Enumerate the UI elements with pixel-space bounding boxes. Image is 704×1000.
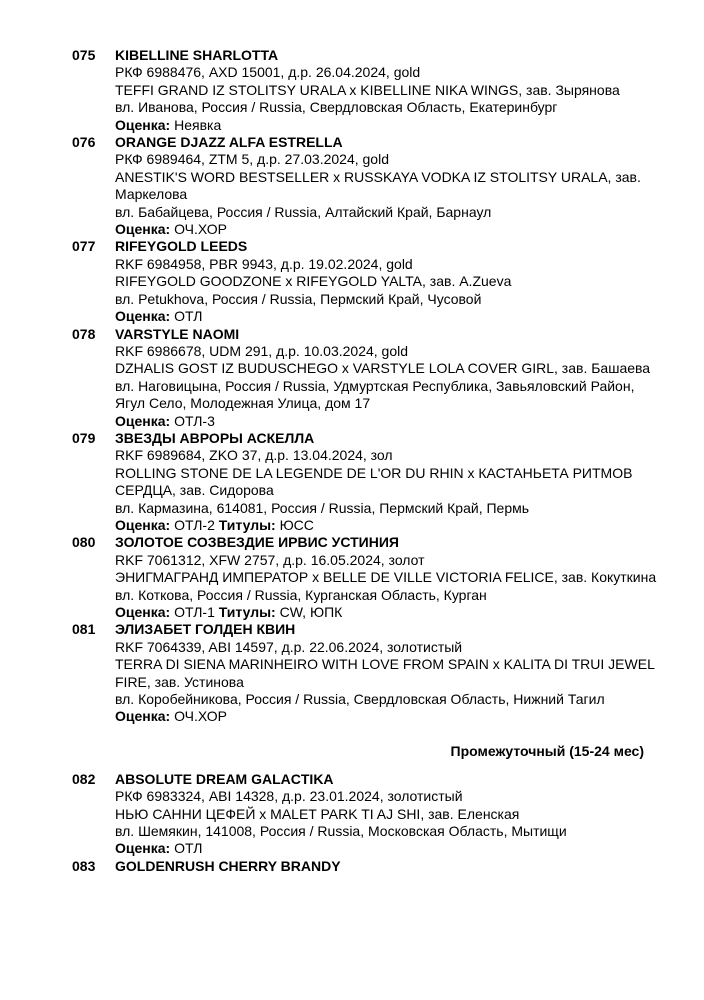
titles-label: Титулы:: [218, 604, 276, 620]
registration-info: RKF 7061312, XFW 2757, д.р. 16.05.2024, золот: [115, 551, 425, 568]
dog-name: KIBELLINE SHARLOTTA: [115, 47, 279, 63]
entry-number: 077: [72, 238, 96, 255]
rating-label: Оценка:: [115, 840, 171, 857]
catalog-page: [0, 47, 704, 875]
rating-line: [115, 708, 664, 725]
rating-line: [115, 117, 664, 134]
entry-number: 075: [72, 47, 96, 63]
catalog-entry: [0, 134, 704, 238]
rating-value: ОТЛ: [174, 308, 203, 325]
rating-line: [115, 840, 664, 857]
owner-info: вл. Бабайцева, Россия / Russia, Алтайский Край, Барнаул: [115, 203, 492, 220]
titles-value: ЮСС: [279, 516, 314, 533]
pedigree-breeder: ЭНИГМАГРАНД ИМПЕРАТОР x BELLE DE VILLE VICTORIA FELICE, зав. Кокуткина: [115, 569, 657, 586]
catalog-entry: [0, 430, 704, 534]
entry-number: 076: [72, 134, 96, 151]
pedigree-breeder: TERRA DI SIENA MARINHEIRO WITH LOVE FROM SPAIN x KALITA DI TRUI JEWEL FIRE, зав. Устинова: [115, 656, 655, 690]
rating-label: Оценка:: [115, 604, 171, 620]
registration-info: РКФ 6988476, AXD 15001, д.р. 26.04.2024, gold: [115, 64, 421, 81]
rating-value: ОТЛ-2: [174, 516, 215, 533]
dog-name: ЭЛИЗАБЕТ ГОЛДЕН КВИН: [115, 621, 296, 638]
dog-name: ORANGE DJAZZ ALFA ESTRELLA: [115, 134, 343, 151]
titles-value: CW, ЮПК: [279, 604, 343, 620]
pedigree-breeder: ROLLING STONE DE LA LEGENDE DE L'OR DU RHIN x КАСТАНЬЕТА РИТМОВ СЕРДЦА, зав. Сидорова: [115, 464, 633, 499]
registration-info: РКФ 6989464, ZTM 5, д.р. 27.03.2024, gold: [115, 151, 389, 168]
titles-label: Титулы:: [218, 516, 276, 533]
pedigree-breeder: НЬЮ САННИ ЦЕФЕЙ x MALET PARK TI AJ SHI, зав. Еленская: [115, 805, 520, 822]
dog-name: ЗОЛОТОЕ СОЗВЕЗДИЕ ИРВИС УСТИНИЯ: [115, 534, 399, 551]
dog-name: ABSOLUTE DREAM GALACTIKA: [115, 770, 334, 787]
rating-line: [115, 221, 664, 238]
rating-label: Оценка:: [115, 412, 171, 429]
catalog-entry: [0, 858, 704, 875]
entry-number: 079: [72, 429, 96, 446]
owner-info: вл. Шемякин, 141008, Россия / Russia, Московская Область, Мытищи: [115, 823, 567, 840]
rating-line: [115, 413, 664, 430]
dog-name: RIFEYGOLD LEEDS: [115, 238, 248, 255]
dog-name: ЗВЕЗДЫ АВРОРЫ АСКЕЛЛА: [115, 429, 315, 446]
registration-info: RKF 6984958, PBR 9943, д.р. 19.02.2024, gold: [115, 255, 413, 272]
pedigree-breeder: TEFFI GRAND IZ STOLITSY URALA x KIBELLINE NIKA WINGS, зав. Зырянова: [115, 81, 620, 98]
rating-line: [115, 517, 664, 534]
catalog-entry: [0, 771, 704, 858]
rating-value: ОЧ.ХОР: [174, 221, 227, 238]
class-section-heading: Промежуточный (15-24 мес): [450, 742, 644, 759]
pedigree-breeder: RIFEYGOLD GOODZONE x RIFEYGOLD YALTA, зав. A.Zueva: [115, 273, 512, 290]
entry-number: 083: [72, 857, 96, 874]
owner-info: вл. Коробейникова, Россия / Russia, Свердловская Область, Нижний Тагил: [115, 691, 605, 708]
pedigree-breeder: DZHALIS GOST IZ BUDUSCHEGO x VARSTYLE LOLA COVER GIRL, зав. Башаева: [115, 360, 651, 377]
rating-value: ОТЛ-1: [174, 604, 215, 620]
catalog-entry: [0, 238, 704, 325]
catalog-entry: [0, 534, 704, 621]
entry-number: 078: [72, 325, 96, 342]
rating-line: [115, 604, 664, 621]
rating-label: Оценка:: [115, 116, 171, 133]
rating-label: Оценка:: [115, 708, 171, 725]
owner-info: вл. Коткова, Россия / Russia, Курганская Область, Курган: [115, 586, 487, 603]
rating-label: Оценка:: [115, 221, 171, 238]
rating-label: Оценка:: [115, 516, 171, 533]
catalog-entry: [0, 621, 704, 725]
registration-info: RKF 6986678, UDM 291, д.р. 10.03.2024, gold: [115, 342, 409, 359]
rating-line: [115, 308, 664, 325]
catalog-entry: [0, 326, 704, 430]
rating-label: Оценка:: [115, 308, 171, 325]
rating-value: ОТЛ: [174, 840, 203, 857]
entry-number: 081: [72, 621, 96, 638]
dog-name: GOLDENRUSH CHERRY BRANDY: [115, 857, 341, 874]
entry-number: 080: [72, 534, 96, 551]
pedigree-breeder: ANESTIK'S WORD BESTSELLER x RUSSKAYA VODKA IZ STOLITSY URALA, зав. Маркелова: [115, 168, 641, 203]
dog-name: VARSTYLE NAOMI: [115, 325, 240, 342]
registration-info: RKF 6989684, ZKO 37, д.р. 13.04.2024, зол: [115, 447, 393, 464]
registration-info: RKF 7064339, ABI 14597, д.р. 22.06.2024, золотистый: [115, 638, 463, 655]
owner-info: вл. Иванова, Россия / Russia, Свердловская Область, Екатеринбург: [115, 99, 558, 116]
owner-info: вл. Petukhova, Россия / Russia, Пермский Край, Чусовой: [115, 290, 482, 307]
rating-value: Неявка: [174, 116, 222, 133]
entry-number: 082: [72, 770, 96, 787]
owner-info: вл. Наговицына, Россия / Russia, Удмуртская Республика, Завьяловский Район, Ягул Село, Молодежная Улица, дом 17: [115, 377, 635, 412]
catalog-entry: [0, 47, 704, 134]
rating-value: ОТЛ-3: [174, 412, 215, 429]
rating-value: ОЧ.ХОР: [174, 708, 227, 725]
registration-info: РКФ 6983324, ABI 14328, д.р. 23.01.2024, золотистый: [115, 788, 463, 805]
owner-info: вл. Кармазина, 614081, Россия / Russia, Пермский Край, Пермь: [115, 499, 530, 516]
